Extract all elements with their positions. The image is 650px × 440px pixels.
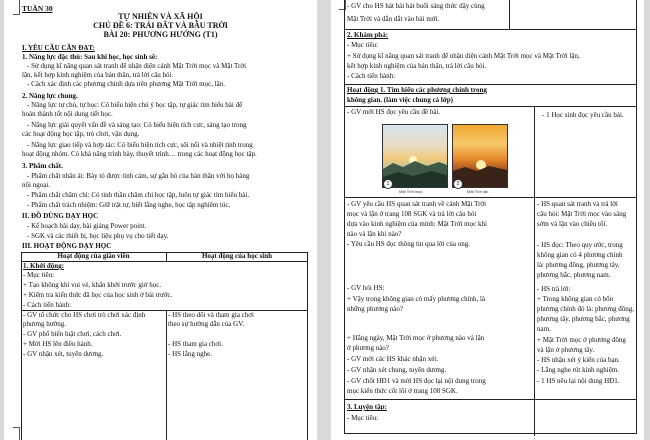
row-divider: [21, 261, 308, 262]
text-line: - Cách tiến hành:: [347, 72, 396, 80]
image-number-badge: 2: [453, 179, 463, 189]
image-caption: Mặt Trời lặn: [467, 189, 489, 194]
text-line: kết hợp kinh nghiệm của bản thân, trả lời câu hỏi.: [347, 62, 487, 70]
text-line: - Lắng nghe rút kinh nghiệm.: [537, 366, 620, 374]
text-line: - 1 Học sinh đọc yêu cầu bài.: [542, 111, 624, 119]
row-divider: [344, 29, 637, 30]
text-line: phương hướng.: [23, 320, 66, 328]
section-title: 1. Khởi động:: [23, 262, 65, 270]
text-line: phương chính đó là: phương đông,: [537, 305, 635, 313]
text-line: - Cách tiến hành:: [23, 301, 72, 309]
table-header-teacher: Hoạt động của giáo viên: [57, 252, 130, 260]
text-line: - HS lắng nghe.: [168, 350, 212, 358]
table-header-student: Hoạt động của học sinh: [201, 252, 273, 260]
text-line: - Mục tiêu:: [347, 414, 379, 422]
text-line: lặn, kết hợp kinh nghiệm của bản thân, trả lời câu hỏi.: [22, 71, 174, 79]
column-divider: [166, 310, 167, 440]
column-divider: [534, 106, 535, 436]
subsection-title: 3. Phẩm chất.: [22, 162, 63, 170]
text-line: - HS trả lời:: [537, 285, 571, 293]
text-line: mục kiến thức cốt lõi ở trang 108 SGK.: [347, 387, 458, 395]
text-line: - GV nhận xét chung, tuyên dương.: [347, 366, 447, 374]
text-line: + Sử dụng kĩ năng quan sát tranh để nhận diện cảnh Mặt Trời mọc và Mặt Trời lặn,: [347, 52, 580, 60]
subsection-title: 1. Năng lực đặc thù: Sau khi học, học sinh sẽ:: [22, 53, 158, 61]
text-line: theo sự hướng dẫn của GV.: [168, 320, 245, 328]
image-caption: Mặt Trời mọc: [399, 189, 423, 194]
text-line: - Sử dụng kĩ năng quan sát tranh để nhận diện cảnh Mặt Trời mọc và Mặt Trời: [27, 62, 247, 70]
image-number-badge: 1: [383, 179, 393, 189]
text-line: - GV phổ biến luật chơi, cách chơi.: [23, 330, 122, 338]
week-label: TUẦN 30: [22, 4, 53, 13]
text-line: phương tây, phương bắc, phương: [537, 315, 630, 323]
subject-title: TỰ NHIÊN VÀ XÃ HỘI: [118, 12, 203, 21]
text-line: câu hỏi: Mặt Trời mọc vào sáng: [537, 210, 627, 218]
text-line: - HS nhận xét ý kiến của bạn.: [537, 356, 620, 364]
text-line: - Mục tiêu:: [23, 271, 55, 279]
section-1-title: I. YÊU CẦU CẦN ĐẠT:: [22, 44, 95, 52]
text-line: - SGK và các thiết bị, học liệu phụ vụ cho tiết dạy.: [27, 232, 169, 240]
text-line: những phương nào?: [347, 305, 404, 313]
text-line: - Phẩm chất chăm chỉ: Có tinh thần chăm chỉ học tập, luôn tự giác tìm hiểu bài.: [27, 191, 250, 199]
text-line: + Mặt Trời mọc ở phương đông: [537, 336, 626, 344]
text-line: - Năng lực tự chủ, tự học: Có biểu hiện chú ý học tập, tự giác tìm hiểu bài để: [27, 101, 243, 109]
text-line: - HS quan sát tranh và trả lời: [537, 200, 618, 208]
section-title: 2. Khám phá:: [347, 31, 389, 39]
text-line: - Năng lực giải quyết vấn đề và sáng tạo: Có biểu hiện tích cực, sáng tạo trong: [27, 121, 247, 129]
text-line: ở phương nào?: [347, 344, 389, 352]
text-line: + Mời HS lên điều hành.: [23, 340, 93, 348]
section-3-title: III. HOẠT ĐỘNG DẠY HỌC: [22, 242, 112, 250]
sunset-image: [452, 124, 508, 188]
text-line: hoạt động nhóm. Có khả năng trình bày, thuyết trình… trong các hoạt động học tập.: [22, 150, 257, 158]
text-line: sớm và lặn vào chiều tối.: [537, 220, 608, 228]
text-line: - GV nhận xét, tuyên dương.: [23, 350, 104, 358]
text-line: phương bắc, phương nam.: [537, 271, 611, 279]
row-divider: [344, 399, 637, 400]
text-line: Mặt Trời và dẫn dắt vào bài mới.: [347, 15, 440, 23]
subsection-title: 2. Năng lực chung.: [22, 92, 78, 100]
text-line: - Năng lực giao tiếp và hợp tác: Có biểu hiện tích cực, sôi nổi và nhiệt tình trong: [27, 141, 253, 149]
text-line: - HS đọc: Theo quy ước, trong: [537, 241, 623, 249]
text-line: và lặn ở phương tây.: [537, 346, 595, 354]
text-line: không gian có 4 phương chính: [537, 251, 623, 259]
text-line: - Cách xác định các phương chính dựa trên phương Mặt Trời mọc, lặn.: [27, 80, 226, 88]
text-line: - GV cho HS hát bài hát buổi sáng thức dậy cùng: [347, 2, 485, 10]
text-line: - Phẩm chất nhân ái: Bày tỏ được tình cảm, sự gắn bó của bản thân với họ hàng: [27, 172, 250, 180]
text-line: - HS tham gia chơi.: [168, 340, 223, 348]
text-line: + Kiểm tra kiến thức đã học của học sinh ở bài trước.: [23, 291, 173, 299]
row-divider: [344, 84, 637, 85]
sunrise-image: [382, 124, 448, 188]
text-line: nội ngoại.: [22, 181, 50, 189]
row-divider: [344, 106, 637, 107]
text-line: nam.: [537, 325, 551, 333]
text-line: - Phẩm chất trách nhiệm: Giữ trật tự, biết lắng nghe, học tập nghiêm túc.: [27, 201, 231, 209]
activity-subtitle: không gian. (làm việc chung cả lớp): [347, 96, 453, 104]
section-2-title: II. ĐỒ DÙNG DẠY HỌC: [22, 212, 99, 220]
lesson-title: BÀI 20: PHƯƠNG HƯỚNG (T1): [103, 30, 218, 39]
text-line: dựa vào kinh nghiệm của mình: Mặt Trời mọc khi: [347, 220, 487, 228]
text-line: các hoạt động học tập, trò chơi, vận dụng.: [22, 130, 140, 138]
text-line: - Mục tiêu:: [347, 41, 379, 49]
text-line: - 1 HS nêu lại nội dung HĐ1.: [537, 377, 620, 385]
text-line: nào và lặn khi nào?: [347, 230, 402, 238]
text-line: - GV mời HS đọc yêu cầu đề bài.: [347, 108, 441, 116]
text-line: - GV mời các HS khác nhận xét.: [347, 355, 439, 363]
activity-title: Hoạt động 1. Tìm hiểu các phương chính trong: [347, 86, 487, 94]
text-line: - GV hỏi HS:: [347, 284, 385, 292]
text-line: - GV yêu cầu HS quan sát tranh về cảnh Mặt Trời: [347, 200, 487, 208]
text-line: - Kế hoạch bài dạy, bài giảng Power point.: [27, 222, 147, 230]
text-line: - GV tổ chức cho HS chơi trò chơi xác định: [23, 311, 146, 319]
text-line: + Hằng ngày, Mặt Trời mọc ở phương nào và lặn: [347, 334, 485, 342]
row-divider: [344, 197, 637, 198]
text-line: - HS theo dõi và tham gia chơi: [168, 311, 254, 319]
text-line: + Trong không gian có bốn: [537, 295, 614, 303]
right-page: [331, 0, 644, 440]
text-line: + Vậy trong không gian có mấy phương chính, là: [347, 295, 486, 303]
text-line: mọc và lặn ở trang 108 SGK và trả lời câu hỏi: [347, 210, 477, 218]
text-line: hoàn thành tốt nội dung tiết học.: [22, 110, 113, 118]
left-page: [4, 0, 317, 440]
text-line: - GV chốt HĐ1 và mời HS đọc lại nội dung trong: [347, 377, 486, 385]
text-line: + Tạo không khí vui vẻ, khấn khởi trước giờ học.: [23, 281, 162, 289]
section-title: 3. Luyện tập:: [347, 403, 387, 411]
column-divider: [509, 0, 510, 29]
text-line: là: phương đông, phương tây,: [537, 261, 620, 269]
topic-title: CHỦ ĐỀ 6: TRÁI ĐẤT VÀ BẦU TRỜI: [93, 21, 228, 30]
text-line: - Yêu cầu HS đọc thông tin qua lời của ong.: [347, 240, 470, 248]
crop-mark: [13, 427, 20, 440]
